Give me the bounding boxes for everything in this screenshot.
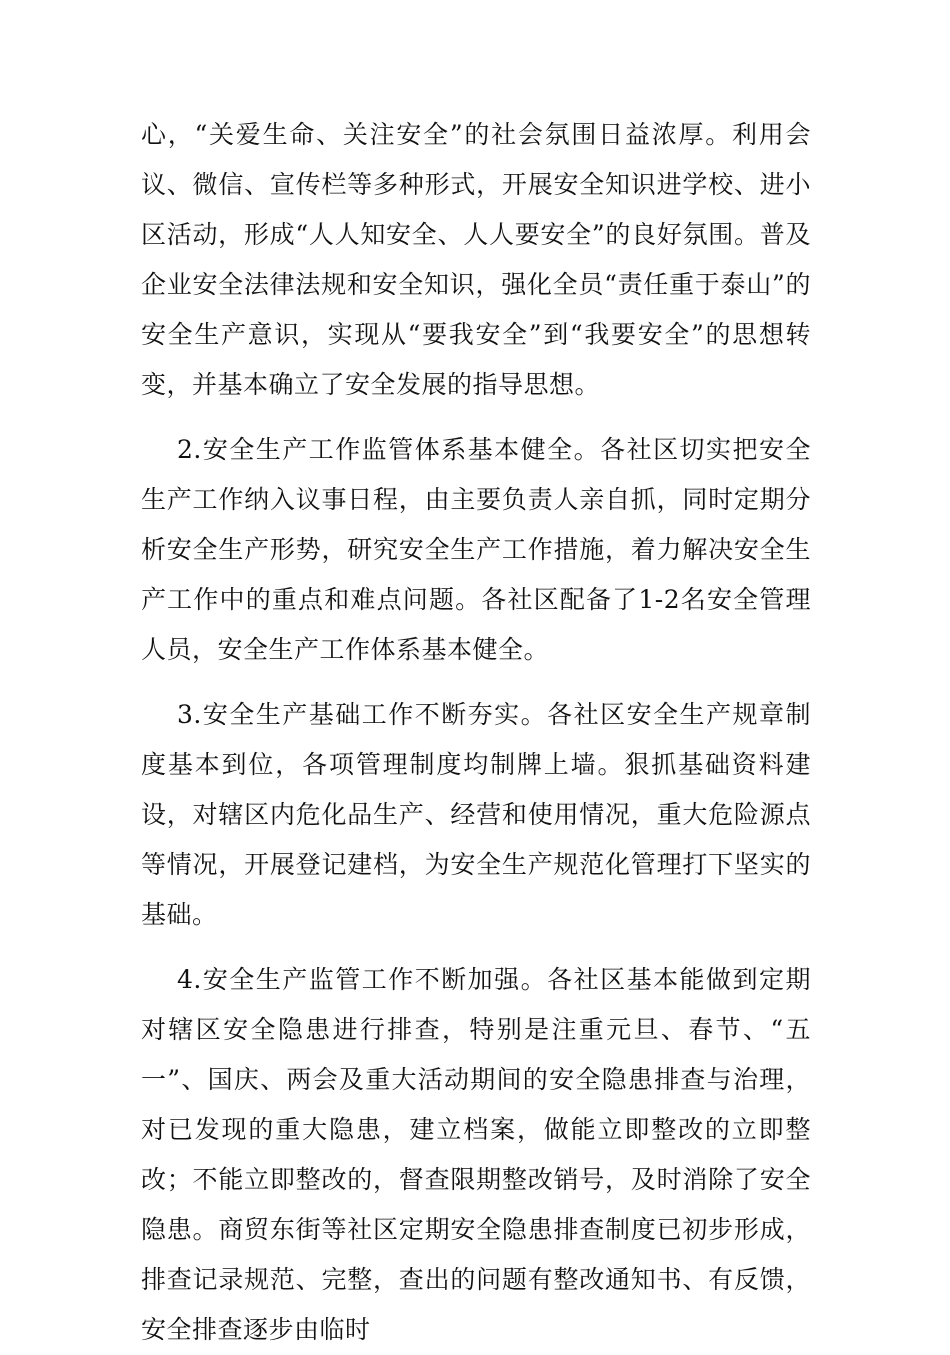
paragraph-continuation: 心，“关爱生命、关注安全”的社会氛围日益浓厚。利用会议、微信、宣传栏等多种形式，开展安全知识进学校、进小区活动，形成“人人知安全、人人要安全”的良好氛围。普及企业安全法律法规和安全知识，强化全员“责任重于泰山”的安全生产意识，实现从“要我安全”到“我要安全”的思想转变，并基本确立了安全发展的指导思想。	[141, 120, 811, 399]
paragraph-foundation-work: 3.安全生产基础工作不断夯实。各社区安全生产规章制度基本到位，各项管理制度均制牌上墙。狠抓基础资料建设，对辖区内危化品生产、经营和使用情况，重大危险源点等情况，开展登记建档，为安全生产规范化管理打下坚实的基础。	[141, 700, 811, 929]
document-page	[141, 110, 811, 1355]
paragraph-supervision-system: 2.安全生产工作监管体系基本健全。各社区切实把安全生产工作纳入议事日程，由主要负责人亲自抓，同时定期分析安全生产形势，研究安全生产工作措施，着力解决安全生产工作中的重点和难点问题。各社区配备了1-2名安全管理人员，安全生产工作体系基本健全。	[141, 435, 811, 664]
paragraph-supervision-strengthening: 4.安全生产监管工作不断加强。各社区基本能做到定期对辖区安全隐患进行排查，特别是注重元旦、春节、“五一”、国庆、两会及重大活动期间的安全隐患排查与治理，对已发现的重大隐患，建立档案，做能立即整改的立即整改；不能立即整改的，督查限期整改销号，及时消除了安全隐患。商贸东街等社区定期安全隐患排查制度已初步形成，排查记录规范、完整，查出的问题有整改通知书、有反馈，安全排查逐步由临时	[141, 965, 811, 1344]
